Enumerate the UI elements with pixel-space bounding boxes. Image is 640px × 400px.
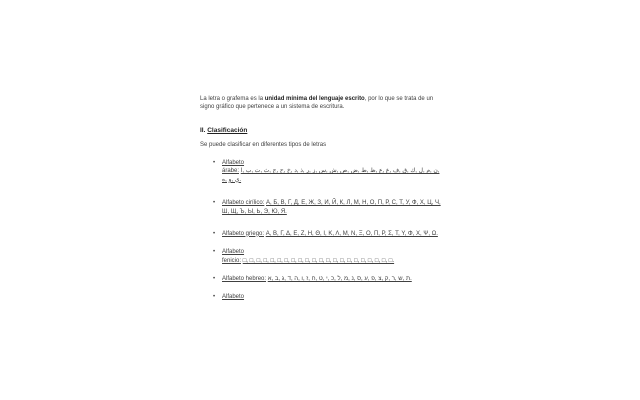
list-item-alfabeto-truncated xyxy=(200,293,444,302)
section-title: Clasificación xyxy=(207,127,248,135)
alphabet-label-prefix: Alfabeto xyxy=(222,249,245,256)
bullet-icon: • xyxy=(213,249,216,256)
alphabet-letters-arabic: ا, ب, ت, ث, ج, ح, خ, د, ذ, ر, ز, س, ش, ص, ض, ط, ظ, ع, غ, ف, ق, ك, ل, م, ن, ه, و, ي. xyxy=(222,168,440,183)
list-item-alfabeto-hebreo xyxy=(200,275,444,284)
section-subtitle: Se puede clasificar en diferentes tipos de letras xyxy=(200,142,327,149)
list-item-alfabeto-arabe xyxy=(200,159,444,185)
bullet-icon: • xyxy=(213,159,216,166)
list-item-alfabeto-griego xyxy=(200,230,444,239)
section-heading xyxy=(200,126,444,135)
intro-bold-text: unidad mínima del lenguaje escrito xyxy=(264,96,365,102)
alphabet-label: Alfabeto griego: xyxy=(222,230,265,237)
intro-text-end: , por lo que se trata de un signo gráfico que pertenece a un sistema de escritura. xyxy=(200,96,434,111)
alphabet-letters-hebrew: א, ב, ג, ד, ה, ו, ז, ח, ט, י, כ, ל, מ, נ, ס, ע, פ, צ, ק, ר, ש, ת. xyxy=(267,276,412,283)
alphabet-letters-phoenician-placeholder: □, □, □, □, □, □, □, □, □, □, □, □, □, □, □, □, □, □, □, □, □, □. xyxy=(242,257,395,264)
list-item-text xyxy=(222,231,438,237)
alphabet-label: fenicio: xyxy=(222,257,242,264)
list-item-text xyxy=(222,294,244,300)
intro-text-start: La letra o grafema es la xyxy=(200,96,265,102)
document-content xyxy=(200,95,444,302)
alphabet-label: árabe: xyxy=(222,168,240,175)
alphabet-label: Alfabeto hebreo: xyxy=(222,276,267,283)
section-number: II. xyxy=(200,127,206,135)
alphabet-letters-greek: Α, Β, Γ, Δ, Ε, Ζ, Η, Θ, Ι, Κ, Λ, Μ, Ν, Ξ, Ο, Π, Ρ, Σ, Τ, Υ, Φ, Χ, Ψ, Ω. xyxy=(265,230,438,237)
bullet-icon: • xyxy=(213,293,216,300)
alphabet-label: Alfabeto cirílico: xyxy=(222,200,265,207)
intro-paragraph xyxy=(200,95,444,111)
bullet-icon: • xyxy=(213,230,216,237)
list-item-alfabeto-cirilico xyxy=(200,199,444,216)
list-item-text xyxy=(222,200,441,215)
bullet-icon: • xyxy=(213,200,216,207)
alphabet-label-prefix: Alfabeto xyxy=(222,293,245,300)
list-item-alfabeto-fenicio xyxy=(200,248,444,265)
alphabet-letters-cyrillic: А, Б, В, Г, Д, Е, Ж, З, И, Й, К, Л, М, Н, О, П, Р, С, Т, У, Ф, Х, Ц, Ч, Ш, Щ, Ъ, Ы, Ь, Э, Ю, Я. xyxy=(222,200,441,215)
alphabet-label-prefix: Alfabeto xyxy=(222,159,245,166)
list-item-text xyxy=(222,276,412,282)
alphabet-list xyxy=(200,159,444,302)
bullet-icon: • xyxy=(213,276,216,283)
list-item-text xyxy=(222,160,439,183)
list-item-text xyxy=(222,249,394,264)
